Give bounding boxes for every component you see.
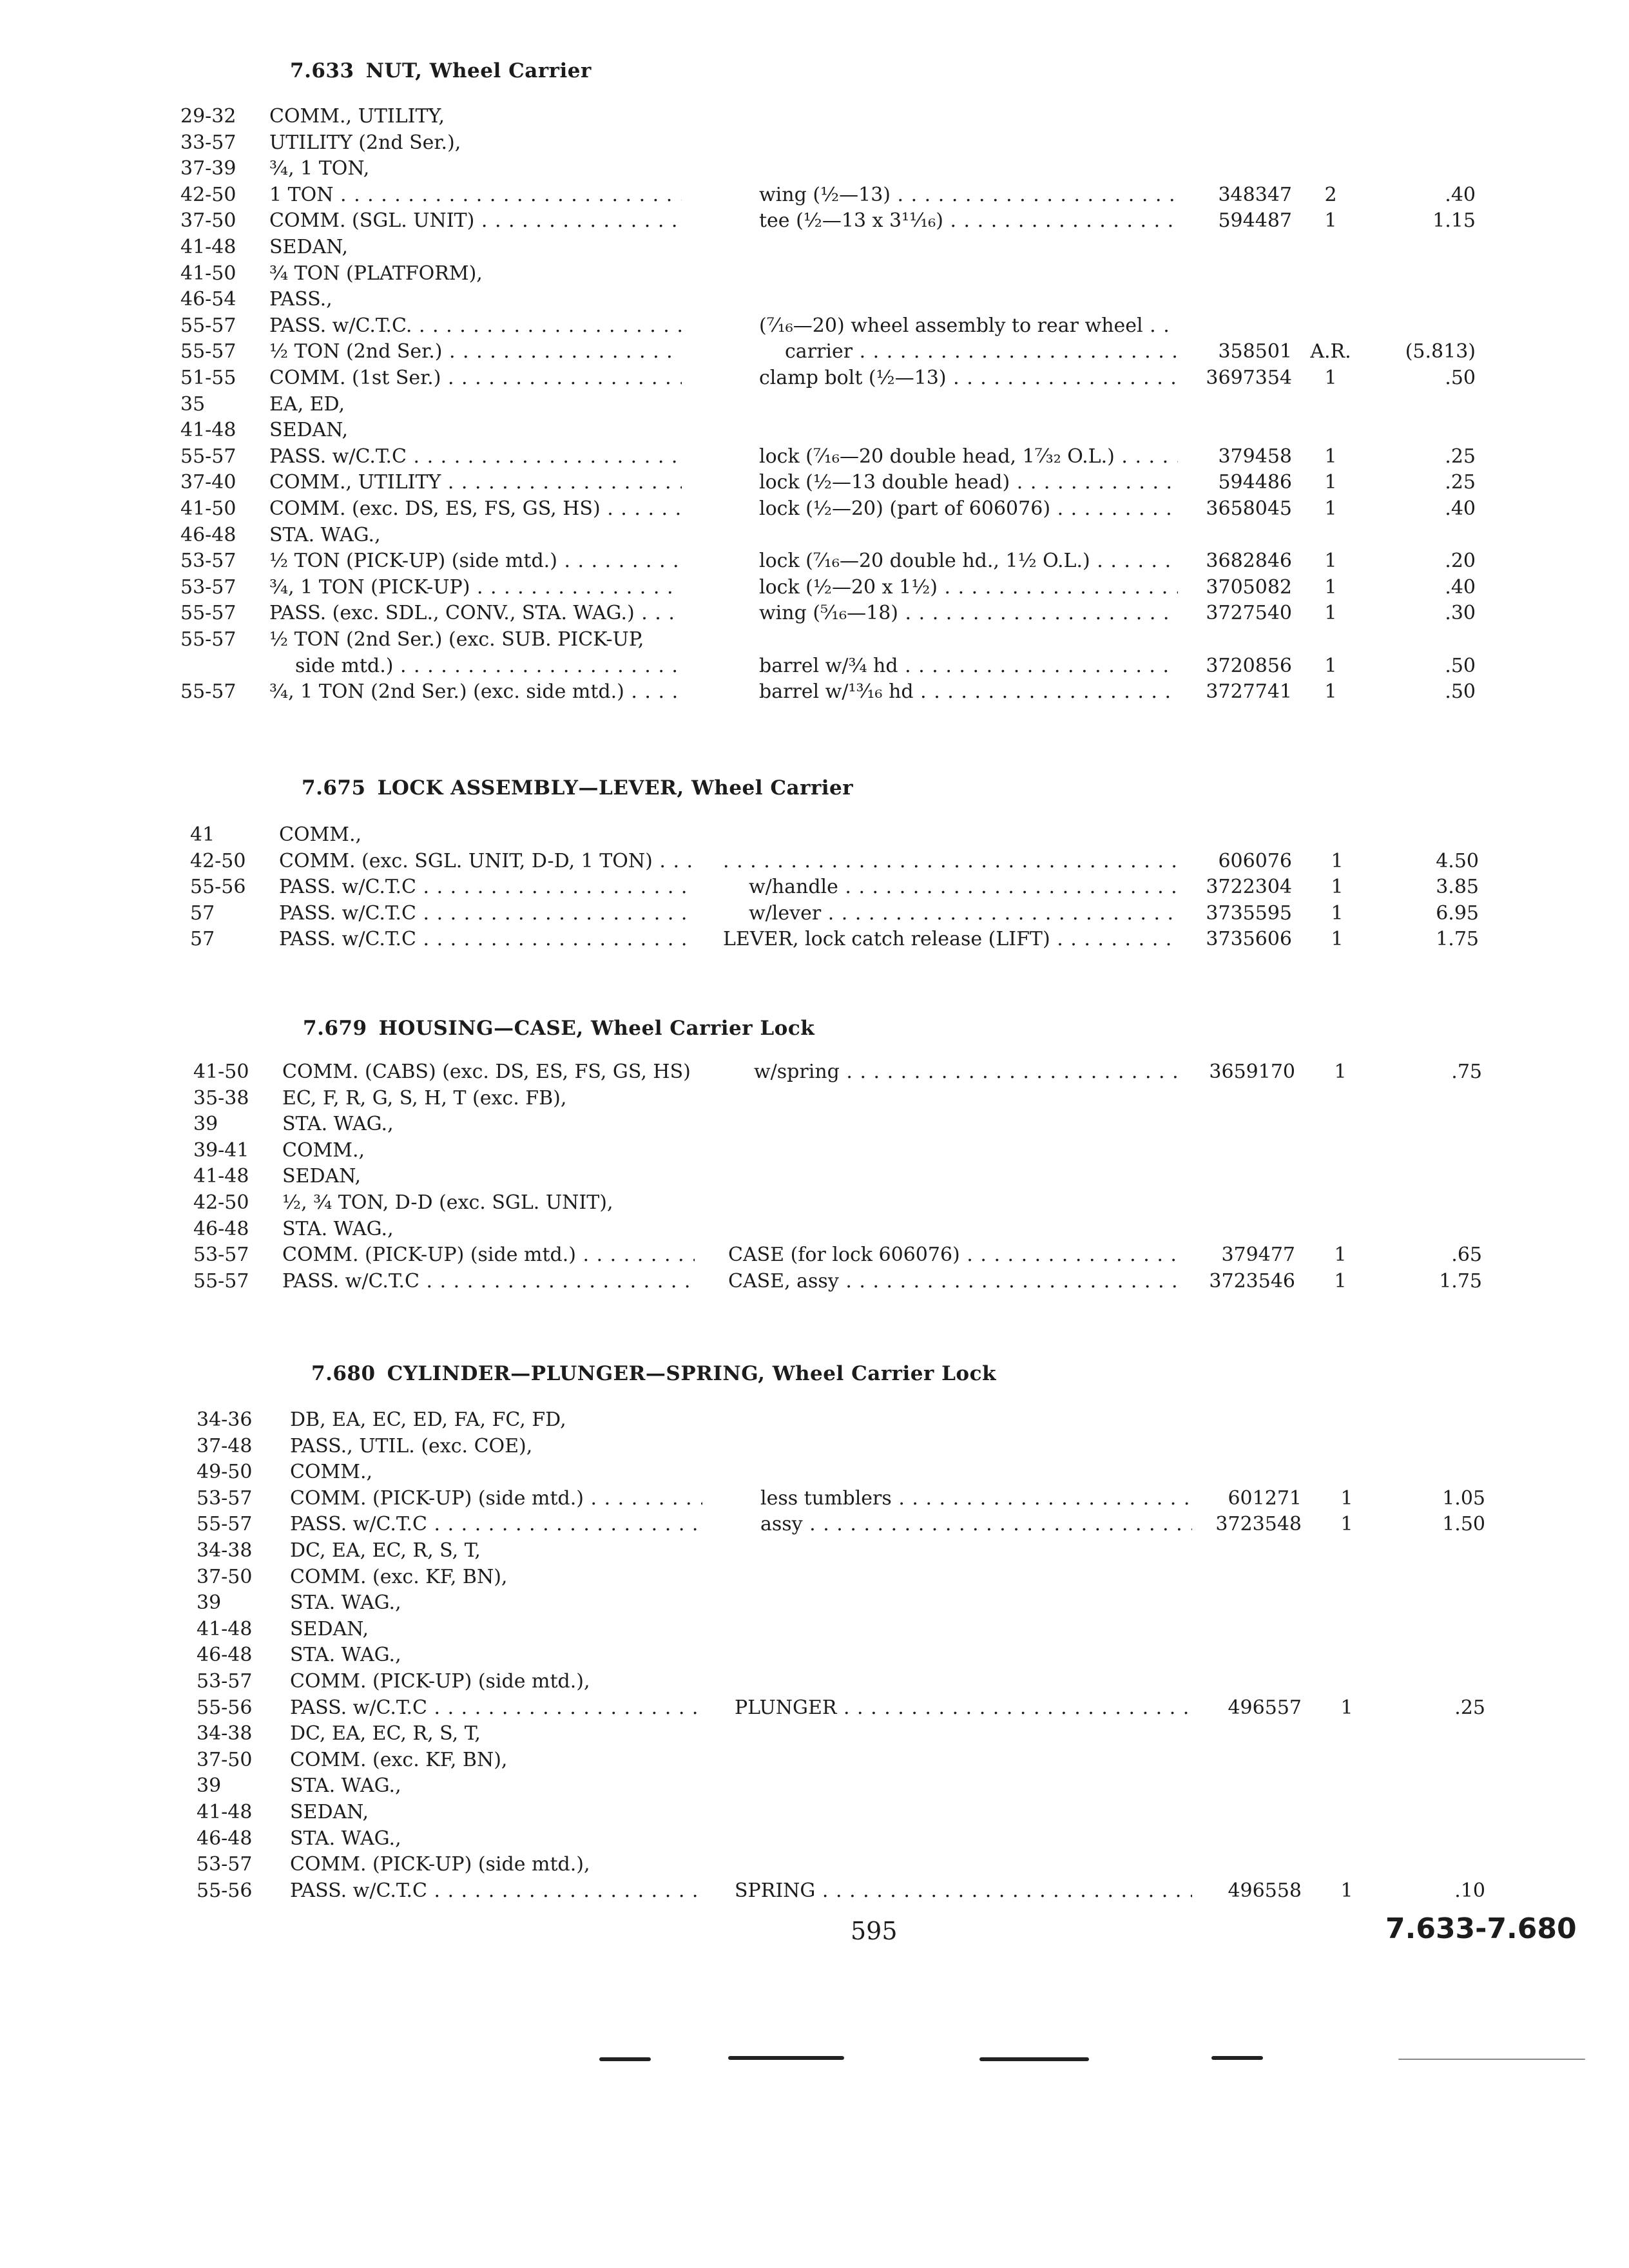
parts-row — [0, 1137, 1629, 1164]
list-price: .50 — [1445, 655, 1476, 677]
parts-row — [0, 1720, 1629, 1747]
part-number: 3723548 — [1215, 1513, 1302, 1535]
section-heading — [302, 776, 853, 800]
model-years: 37-48 — [197, 1435, 253, 1457]
parts-row — [0, 1485, 1629, 1512]
model-years: 55-57 — [180, 314, 236, 337]
parts-row — [0, 312, 1629, 340]
model-application: SEDAN, — [269, 236, 349, 258]
model-years: 41-48 — [180, 419, 236, 441]
model-application: PASS. w/C.T.C . . . — [290, 1511, 702, 1538]
model-application: DC, EA, EC, R, S, T, — [290, 1539, 481, 1562]
model-years: 46-48 — [197, 1644, 253, 1666]
model-years: 51-55 — [180, 367, 236, 389]
scan-rule-1 — [599, 2057, 651, 2061]
quantity: 1 — [1331, 876, 1344, 898]
part-description: w/lever . . . — [749, 900, 1181, 927]
quantity: 1 — [1334, 1061, 1347, 1083]
model-application: PASS. (exc. SDL., CONV., STA. WAG.) . . . — [269, 600, 682, 627]
parts-row — [0, 1616, 1629, 1643]
model-application: DC, EA, EC, R, S, T, — [290, 1722, 481, 1745]
quantity: 1 — [1340, 1487, 1353, 1510]
parts-row — [0, 338, 1629, 365]
section-title: NUT, — [365, 59, 423, 82]
scan-rule-3 — [979, 2057, 1089, 2061]
list-price: 1.05 — [1442, 1487, 1485, 1510]
model-years: 39 — [193, 1113, 218, 1135]
model-application: STA. WAG., — [290, 1774, 401, 1797]
quantity: 2 — [1324, 184, 1337, 206]
model-application: COMM. (SGL. UNIT) . . . — [269, 207, 682, 235]
model-years: 41-48 — [180, 236, 236, 258]
model-years: 42-50 — [180, 184, 236, 206]
model-years: 29-32 — [180, 105, 236, 128]
model-application: PASS. w/C.T.C . . . — [269, 443, 682, 470]
model-application: PASS. w/C.T.C . . . — [279, 900, 691, 927]
model-years: 55-57 — [180, 340, 236, 363]
parts-row — [0, 874, 1629, 901]
section-heading — [290, 59, 592, 82]
part-description: lock (⁷⁄₁₆—20 double hd., 1½ O.L.) . . . — [759, 548, 1178, 575]
model-application: COMM. (PICK-UP) (side mtd.) . . . — [290, 1485, 702, 1512]
model-years: 35-38 — [193, 1087, 249, 1110]
model-application: PASS. w/C.T.C . . . — [279, 926, 691, 953]
part-description: LEVER, lock catch release (LIFT) . . . — [723, 926, 1181, 953]
section-number: 7.633 — [290, 59, 354, 82]
list-price: .65 — [1451, 1244, 1482, 1266]
model-application: COMM. (exc. KF, BN), — [290, 1566, 508, 1588]
parts-row — [0, 600, 1629, 627]
model-years: 55-57 — [180, 680, 236, 703]
model-years: 41-48 — [197, 1618, 253, 1640]
list-price: 3.85 — [1436, 876, 1479, 898]
model-years: 41-48 — [197, 1801, 253, 1823]
part-number: 379477 — [1221, 1244, 1295, 1266]
parts-row — [0, 1059, 1629, 1086]
model-application: COMM. (PICK-UP) (side mtd.), — [290, 1670, 590, 1693]
part-number: 496557 — [1228, 1696, 1302, 1719]
list-price: 1.75 — [1439, 1270, 1482, 1293]
part-number: 3659170 — [1209, 1061, 1295, 1083]
parts-row — [0, 155, 1629, 182]
parts-row — [0, 1511, 1629, 1538]
model-application: PASS., — [269, 288, 333, 311]
section-subtitle: Wheel Carrier Lock — [590, 1017, 815, 1040]
parts-row — [0, 1773, 1629, 1800]
model-application: COMM. (1st Ser.) . . . — [269, 365, 682, 392]
model-application: side mtd.) . . . — [295, 653, 682, 680]
part-description: lock (½—20 x 1½) . . . — [759, 574, 1178, 601]
model-years: 57 — [190, 902, 215, 925]
model-years: 55-56 — [197, 1879, 253, 1902]
part-number: 594486 — [1218, 471, 1292, 494]
model-application: UTILITY (2nd Ser.), — [269, 131, 461, 154]
section-number: 7.679 — [303, 1017, 367, 1040]
parts-row — [0, 1459, 1629, 1486]
model-application: STA. WAG., — [282, 1218, 394, 1240]
part-number: 3723546 — [1209, 1270, 1295, 1293]
parts-row — [0, 417, 1629, 444]
model-years: 34-38 — [197, 1722, 253, 1745]
quantity: 1 — [1340, 1879, 1353, 1902]
parts-row — [0, 130, 1629, 157]
part-description: clamp bolt (½—13) . . . — [759, 365, 1178, 392]
model-application: COMM. (exc. DS, ES, FS, GS, HS) . . . — [269, 495, 682, 523]
parts-row — [0, 1851, 1629, 1878]
model-years: 35 — [180, 393, 206, 416]
part-description: w/handle . . . — [749, 874, 1181, 901]
parts-row — [0, 1407, 1629, 1434]
part-description: less tumblers . . . — [760, 1485, 1192, 1512]
list-price: 1.50 — [1442, 1513, 1485, 1535]
model-years: 55-56 — [197, 1696, 253, 1719]
model-years: 41-50 — [180, 497, 236, 520]
parts-row — [0, 1590, 1629, 1617]
model-application: DB, EA, EC, ED, FA, FC, FD, — [290, 1408, 566, 1431]
model-years: 53-57 — [197, 1487, 253, 1510]
model-application: PASS., UTIL. (exc. COE), — [290, 1435, 533, 1457]
parts-row — [0, 207, 1629, 235]
quantity: 1 — [1331, 850, 1344, 872]
model-years: 46-48 — [180, 524, 236, 546]
model-application: ½ TON (PICK-UP) (side mtd.) . . . — [269, 548, 682, 575]
parts-row — [0, 926, 1629, 953]
part-number: 3727741 — [1206, 680, 1292, 703]
model-years: 53-57 — [197, 1853, 253, 1876]
model-years: 53-57 — [180, 550, 236, 572]
model-years: 46-48 — [193, 1218, 249, 1240]
model-years: 41-50 — [193, 1061, 249, 1083]
model-years: 34-38 — [197, 1539, 253, 1562]
part-description: barrel w/¾ hd . . . — [759, 653, 1178, 680]
model-application: SEDAN, — [282, 1165, 361, 1187]
list-price: .40 — [1445, 497, 1476, 520]
model-application: STA. WAG., — [290, 1827, 401, 1850]
part-description: tee (½—13 x 3¹¹⁄₁₆) . . . — [759, 207, 1178, 235]
parts-row — [0, 1799, 1629, 1826]
model-application: ½ TON (2nd Ser.) (exc. SUB. PICK-UP, — [269, 628, 644, 651]
quantity: 1 — [1324, 471, 1337, 494]
part-description: barrel w/¹³⁄₁₆ hd . . . — [759, 678, 1178, 706]
parts-row — [0, 286, 1629, 313]
parts-row — [0, 522, 1629, 549]
scan-rule-5 — [1398, 2059, 1585, 2060]
model-application: COMM., UTILITY, — [269, 105, 445, 128]
quantity: 1 — [1334, 1270, 1347, 1293]
section-range: 7.633-7.680 — [1385, 1912, 1577, 1945]
part-description: assy . . . — [760, 1511, 1192, 1538]
list-price: 4.50 — [1436, 850, 1479, 872]
section-number: 7.675 — [302, 776, 366, 800]
list-price: .30 — [1445, 602, 1476, 624]
part-description: lock (⁷⁄₁₆—20 double head, 1⁷⁄₃₂ O.L.) . . . — [759, 443, 1178, 470]
model-years: 42-50 — [193, 1191, 249, 1214]
parts-row — [0, 1642, 1629, 1669]
part-number: 601271 — [1228, 1487, 1302, 1510]
quantity: 1 — [1324, 576, 1337, 599]
section-subtitle: Wheel Carrier — [429, 59, 592, 82]
model-application: COMM., — [279, 823, 362, 846]
model-application: ½, ¾ TON, D-D (exc. SGL. UNIT), — [282, 1191, 613, 1214]
model-application: STA. WAG., — [290, 1591, 401, 1614]
model-application: COMM. (PICK-UP) (side mtd.), — [290, 1853, 590, 1876]
model-years: 34-36 — [197, 1408, 253, 1431]
quantity: 1 — [1340, 1513, 1353, 1535]
list-price: .20 — [1445, 550, 1476, 572]
model-years: 53-57 — [197, 1670, 253, 1693]
part-number: 3682846 — [1206, 550, 1292, 572]
quantity: 1 — [1334, 1244, 1347, 1266]
parts-row — [0, 1085, 1629, 1112]
page-number: 595 — [851, 1917, 898, 1945]
section-title: HOUSING—CASE, — [378, 1017, 584, 1040]
parts-row — [0, 365, 1629, 392]
model-application: COMM., — [290, 1461, 373, 1483]
list-price: 1.15 — [1432, 209, 1476, 232]
list-price: .50 — [1445, 680, 1476, 703]
quantity: 1 — [1324, 367, 1337, 389]
parts-row — [0, 1825, 1629, 1852]
list-price: (5.813) — [1405, 340, 1476, 363]
model-application: EA, ED, — [269, 393, 345, 416]
model-application: PASS. w/C.T.C . . . — [279, 874, 691, 901]
model-application: PASS. w/C.T.C . . . — [282, 1268, 695, 1295]
model-years: 41 — [190, 823, 215, 846]
model-application: STA. WAG., — [290, 1644, 401, 1666]
model-application: STA. WAG., — [269, 524, 381, 546]
model-application: PASS. w/C.T.C . . . — [290, 1695, 702, 1722]
model-years: 49-50 — [197, 1461, 253, 1483]
model-years: 41-48 — [193, 1165, 249, 1187]
parts-row — [0, 443, 1629, 470]
list-price: .25 — [1445, 445, 1476, 468]
parts-row — [0, 900, 1629, 927]
part-number: 594487 — [1218, 209, 1292, 232]
parts-row — [0, 1111, 1629, 1138]
model-years: 37-50 — [197, 1749, 253, 1771]
parts-row — [0, 391, 1629, 418]
section-heading — [311, 1362, 996, 1385]
list-price: .50 — [1445, 367, 1476, 389]
parts-row — [0, 1189, 1629, 1216]
part-description: lock (½—20) (part of 606076) . . . — [759, 495, 1178, 523]
model-application: SEDAN, — [269, 419, 349, 441]
quantity: 1 — [1331, 928, 1344, 950]
parts-row — [0, 822, 1629, 849]
model-application: COMM. (exc. SGL. UNIT, D-D, 1 TON) . . . — [279, 848, 691, 875]
parts-row — [0, 626, 1629, 653]
part-number: 3658045 — [1206, 497, 1292, 520]
section-heading — [303, 1017, 815, 1040]
model-years: 37-39 — [180, 157, 236, 180]
model-years: 55-56 — [190, 876, 246, 898]
model-application: COMM. (CABS) (exc. DS, ES, FS, GS, HS) . . . — [282, 1059, 695, 1086]
parts-row — [0, 469, 1629, 496]
parts-row — [0, 1747, 1629, 1774]
quantity: 1 — [1324, 209, 1337, 232]
part-description: CASE (for lock 606076) . . . — [728, 1242, 1186, 1269]
part-number: 3735606 — [1206, 928, 1292, 950]
quantity: 1 — [1324, 445, 1337, 468]
model-years: 55-57 — [193, 1270, 249, 1293]
parts-row — [0, 1163, 1629, 1190]
parts-row — [0, 1564, 1629, 1591]
parts-row — [0, 103, 1629, 130]
model-application: ½ TON (2nd Ser.) . . . — [269, 338, 682, 365]
model-years: 55-57 — [180, 445, 236, 468]
quantity: 1 — [1331, 902, 1344, 925]
model-application: COMM., UTILITY . . . — [269, 469, 682, 496]
section-subtitle: Wheel Carrier — [691, 776, 854, 800]
parts-row — [0, 234, 1629, 261]
part-description: SPRING . . . — [735, 1878, 1192, 1905]
model-application: COMM. (exc. KF, BN), — [290, 1749, 508, 1771]
parts-row — [0, 1878, 1629, 1905]
part-number: 3727540 — [1206, 602, 1292, 624]
part-description: PLUNGER . . . — [735, 1695, 1192, 1722]
section-title: LOCK ASSEMBLY—LEVER, — [377, 776, 684, 800]
model-application: 1 TON . . . — [269, 182, 682, 209]
model-years: 41-50 — [180, 262, 236, 285]
model-years: 42-50 — [190, 850, 246, 872]
model-application: ¾, 1 TON (2nd Ser.) (exc. side mtd.) . . . — [269, 678, 682, 706]
quantity: A.R. — [1310, 340, 1351, 363]
part-number: 3697354 — [1206, 367, 1292, 389]
parts-row — [0, 548, 1629, 575]
parts-row — [0, 574, 1629, 601]
model-years: 55-57 — [197, 1513, 253, 1535]
part-number: 3735595 — [1206, 902, 1292, 925]
list-price: .10 — [1454, 1879, 1485, 1902]
model-years: 37-50 — [197, 1566, 253, 1588]
model-application: PASS. w/C.T.C . . . — [290, 1878, 702, 1905]
parts-row — [0, 1695, 1629, 1722]
part-number: 3720856 — [1206, 655, 1292, 677]
part-description: w/spring . . . — [754, 1059, 1186, 1086]
part-number: 3722304 — [1206, 876, 1292, 898]
part-description: lock (½—13 double head) . . . — [759, 469, 1178, 496]
parts-row — [0, 1668, 1629, 1695]
model-application: COMM., — [282, 1139, 365, 1162]
quantity: 1 — [1324, 680, 1337, 703]
part-number: 358501 — [1218, 340, 1292, 363]
parts-row — [0, 182, 1629, 209]
model-application: COMM. (PICK-UP) (side mtd.) . . . — [282, 1242, 695, 1269]
model-years: 57 — [190, 928, 215, 950]
model-years: 53-57 — [180, 576, 236, 599]
list-price: .75 — [1451, 1061, 1482, 1083]
parts-row — [0, 1537, 1629, 1564]
part-description: CASE, assy . . . — [728, 1268, 1186, 1295]
list-price: .25 — [1454, 1696, 1485, 1719]
parts-row — [0, 495, 1629, 523]
part-description: (⁷⁄₁₆—20) wheel assembly to rear wheel . . . — [759, 312, 1178, 340]
part-number: 496558 — [1228, 1879, 1302, 1902]
model-years: 55-57 — [180, 628, 236, 651]
quantity: 1 — [1324, 655, 1337, 677]
part-description — [723, 848, 1181, 875]
parts-row — [0, 1242, 1629, 1269]
model-application: PASS. w/C.T.C. . . . — [269, 312, 682, 340]
model-years: 37-50 — [180, 209, 236, 232]
part-number: 606076 — [1218, 850, 1292, 872]
model-years: 46-54 — [180, 288, 236, 311]
list-price: .25 — [1445, 471, 1476, 494]
model-years: 39-41 — [193, 1139, 249, 1162]
quantity: 1 — [1324, 497, 1337, 520]
model-years: 39 — [197, 1591, 222, 1614]
parts-row — [0, 848, 1629, 875]
model-years: 33-57 — [180, 131, 236, 154]
model-application: SEDAN, — [290, 1618, 369, 1640]
model-application: EC, F, R, G, S, H, T (exc. FB), — [282, 1087, 567, 1110]
part-description: wing (½—13) . . . — [759, 182, 1178, 209]
scan-rule-4 — [1211, 2056, 1263, 2060]
parts-row — [0, 678, 1629, 706]
part-description: carrier . . . — [785, 338, 1178, 365]
model-years: 53-57 — [193, 1244, 249, 1266]
model-years: 39 — [197, 1774, 222, 1797]
model-application: ¾, 1 TON, — [269, 157, 370, 180]
parts-row — [0, 1268, 1629, 1295]
model-application: ¾, 1 TON (PICK-UP) . . . — [269, 574, 682, 601]
scan-rule-2 — [728, 2056, 844, 2060]
section-number: 7.680 — [311, 1362, 376, 1385]
part-number: 3705082 — [1206, 576, 1292, 599]
part-number: 348347 — [1218, 184, 1292, 206]
section-title: CYLINDER—PLUNGER—SPRING, — [387, 1362, 766, 1385]
list-price: 1.75 — [1436, 928, 1479, 950]
model-years: 37-40 — [180, 471, 236, 494]
quantity: 1 — [1340, 1696, 1353, 1719]
part-number: 379458 — [1218, 445, 1292, 468]
quantity: 1 — [1324, 550, 1337, 572]
list-price: .40 — [1445, 184, 1476, 206]
section-subtitle: Wheel Carrier Lock — [772, 1362, 996, 1385]
model-years: 55-57 — [180, 602, 236, 624]
part-description: wing (⁵⁄₁₆—18) . . . — [759, 600, 1178, 627]
model-application: ¾ TON (PLATFORM), — [269, 262, 483, 285]
list-price: 6.95 — [1436, 902, 1479, 925]
model-application: STA. WAG., — [282, 1113, 394, 1135]
parts-row — [0, 1216, 1629, 1243]
parts-row — [0, 653, 1629, 680]
list-price: .40 — [1445, 576, 1476, 599]
parts-row — [0, 260, 1629, 287]
parts-row — [0, 1433, 1629, 1460]
model-years: 46-48 — [197, 1827, 253, 1850]
model-application: SEDAN, — [290, 1801, 369, 1823]
quantity: 1 — [1324, 602, 1337, 624]
